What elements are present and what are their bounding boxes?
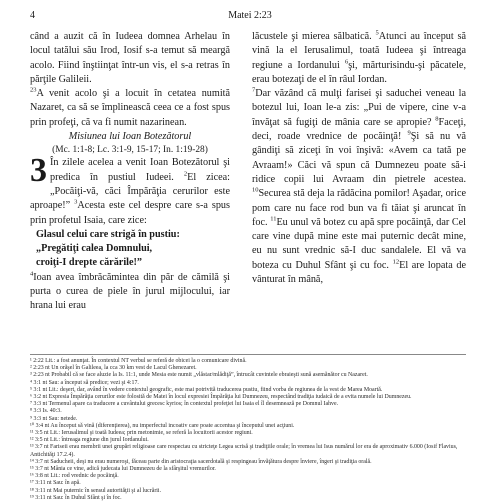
- verse-number: 10: [252, 186, 259, 194]
- chapter-number: 3: [30, 152, 47, 190]
- footnote: ⁴ 3:1 nt Sau: a început să predice; vezi şi 4:17.: [30, 379, 139, 386]
- verse-text: Eu unul vă botez cu apă spre pocăinţă, dar Cel care vine după mine este mai puternic decât mine, eu nu sunt vrednic să-I duc sandalele. El vă va boteza cu Duhul Sfânt şi cu foc.: [252, 216, 467, 271]
- running-head: Matei 2:23: [228, 10, 272, 21]
- left-column: [30, 30, 230, 314]
- verse-text: În zilele acelea a venit Ioan Botezătorul şi predica în pustiul Iudeei.: [50, 157, 230, 183]
- footnote: ¹⁰ 3:4 nt Au început să vină (diferenţierea), nu imperfectul incoativ care poate accentua şi începutul unei acţiuni.: [30, 422, 295, 429]
- footnote: ¹¹ 3:5 nt Lit.: Ierusalimul şi toată Iudeea; prin metonimie, se referă la locuitorii acestor regiuni.: [30, 430, 253, 437]
- footnote: ⁷ 3:3 nt Termenul apare ca traducere a cuvântului grecesc kyrios; în contextul profeţiei lui Isaia el îl desemnează pe Domnul Iahve.: [30, 401, 339, 408]
- verse-number: 6: [344, 58, 349, 66]
- verse-23: [30, 87, 230, 130]
- verse-text: Faceţi, deci, roade vrednice de pocăinţă!: [252, 116, 466, 143]
- verse-number: 9: [407, 129, 411, 137]
- footnote: ¹² 3:5 nt Lit.: întreaga regiune din jurul Iordanului.: [30, 437, 149, 444]
- verse-text: Dar văzând că mulţi farisei şi saduchei veneau la botezul lui, Ioan le-a zis: „Pui de vipere, cine v-a învăţat să fugiţi de mânia care se apropie?: [252, 88, 466, 128]
- verse-text: A venit acolo şi a locuit în cetatea numită Nazaret, ca să se împlinească ceea ce a fost spus prin profeţi, că va fi numit nazarinean.: [30, 88, 230, 128]
- verse-number: 8: [435, 115, 439, 123]
- verse-text: lăcustele şi mierea sălbatică.: [252, 31, 372, 42]
- verse-text: Atunci au început să vină la el Ierusalimul, toată Iudeea şi întreaga regiune a Iordanului: [252, 31, 467, 71]
- section-references: (Mc. 1:1-8; Lc. 3:1-9, 15-17; In. 1:19-28): [52, 145, 208, 156]
- footnote: ³ 2:23 nt Probabil că se face aluzie la Is. 11:1, unde Mesia este numit „vlăstar/mlădiţă”, întrucât cuvintele ebraieşti sună asemănător cu Nazaret.: [30, 372, 368, 379]
- verse-text: Securea stă deja la rădăcina pomilor! Aşadar, orice pom care nu face rod bun va fi tăiat şi aruncat în foc.: [252, 188, 466, 228]
- footnote: ¹⁹ 3:11 nt Sau: în Duhul Sfânt şi în foc.: [30, 494, 122, 501]
- section-title: Misiunea lui Ioan Botezătorul: [68, 131, 192, 143]
- footnote: ¹³ 3:7 nt Fariseii erau membrii unei grupări religioase care respectau cu stricteţe Legea scrisă şi tradiţiile orale; în vremea lui Isus numărul lor era de aproximativ 6.000 (Iosif Flavius, Antichităţi 17.2.4).: [30, 444, 458, 458]
- verse-1: [30, 152, 231, 227]
- scripture-quote: [30, 228, 230, 271]
- verse-block: [252, 30, 466, 87]
- footnote: ² 2:23 nt Un orăşel în Galileea, la cca 30 km vest de Lacul Ghenezaret.: [30, 365, 197, 372]
- footnote: ¹⁶ 3:8 nt Lit.: rod vrednic de pocăinţă.: [30, 473, 119, 480]
- footnote: ¹⁷ 3:11 nt Sau: în apă.: [30, 480, 81, 487]
- verse-number: 5: [375, 29, 379, 37]
- verse-text: Şi să nu vă gândiţi să ziceţi în voi înşivă: «Avem ca tată pe Avraam!» Căci vă spun că Dumnezeu poate să-i ridice copii lui Avraam din pietrele acestea.: [252, 131, 466, 185]
- verse-number: 11: [270, 215, 277, 223]
- verse-text: Acesta este cel despre care s-a spus prin profetul Isaia, care zice:: [30, 200, 230, 226]
- verse-number: 2: [183, 170, 188, 178]
- footnotes: [30, 358, 466, 502]
- footnote: ⁹ 3:3 nt Sau: netede.: [30, 415, 78, 422]
- footnote: ¹⁸ 3:11 nt Mai puternic în sensul autorităţii şi al lucrării.: [30, 487, 162, 494]
- footnote-divider: [30, 354, 466, 355]
- verse-text: Ioan avea îmbrăcămintea din păr de cămilă şi purta o curea de piele în jurul mijlocului, iar hrana lui erau: [30, 271, 230, 312]
- page-number: 4: [30, 10, 35, 21]
- verse-text: când a auzit că în Iudeea domnea Arhelau în locul tatălui său Irod, Iosif s-a temut să meargă acolo. Fiind înştiinţat într-un vis, el s-a retras în părţile Galileii.: [30, 31, 230, 85]
- footnote: ¹ 2:22 Lit.: a fost anunţat. În contextul NT verbul se referă de obicei la o comunicare divină.: [30, 358, 247, 364]
- footnote: ⁵ 3:1 nt Lit.: deşert, dar, având în vedere contextul geografic, este mai potrivită traducerea pustiu, fiind vorba de regiunea de la vest de Marea Moartă.: [30, 386, 383, 393]
- verse-text: şi, mărturisindu-şi păcatele, erau botezaţi de el în râul Iordan.: [252, 59, 466, 85]
- footnote: ¹⁴ 3:7 nt Saducheii, deşi nu erau numeroşi, făceau parte din aristocraţia sacerdotală şi respingeau învăţătura despre înviere, îngeri şi tradiţia orală.: [30, 458, 372, 465]
- verse-number: 23: [30, 86, 37, 94]
- verse-4: [30, 271, 230, 314]
- verse-text: El zicea: „Pocăiţi-vă, căci Împărăţia cerurilor este aproape!”: [30, 171, 231, 212]
- verse-block: [252, 87, 466, 287]
- verse-number: 3: [74, 198, 78, 206]
- footnote: ⁶ 3:2 nt Expresia Împărăţia cerurilor este folosită de Matei în locul expresiei Împărăţia lui Dumnezeu, respectând tradiţia iudaică de a evita numele lui Dumnezeu.: [30, 394, 412, 401]
- verse-number: 12: [392, 258, 400, 266]
- verse-number: 7: [252, 86, 256, 94]
- quote-line: Glasul celui care strigă în pustiu:: [36, 228, 180, 240]
- quote-line: croiţi-I drepte cărările!”: [36, 257, 142, 269]
- right-column: [252, 30, 466, 287]
- footnote: ⁸ 3:3 Is. 40:3.: [30, 408, 62, 415]
- page-header: [30, 10, 470, 24]
- quote-line: „Pregătiţi calea Domnului,: [36, 243, 153, 255]
- verse-number: 4: [30, 270, 34, 278]
- verse-text: El are lopata de vânturat în mână,: [252, 259, 466, 286]
- footnote: ¹⁵ 3:7 nt Mânia ce vine, adică judecata lui Dumnezeu de la sfârşitul vremurilor.: [30, 466, 216, 473]
